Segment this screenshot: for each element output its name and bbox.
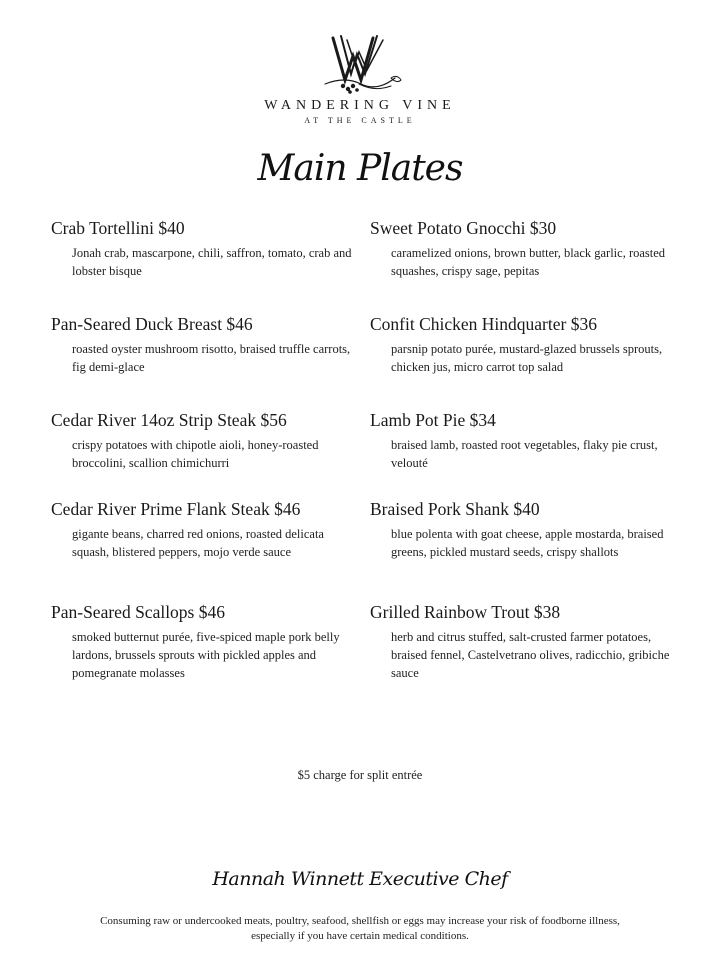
menu-item-name: Grilled Rainbow Trout $38 — [370, 602, 561, 622]
menu-item-name: Pan-Seared Scallops $46 — [51, 602, 225, 622]
menu-item — [51, 217, 351, 280]
menu-item-description: caramelized onions, brown butter, black garlic, roasted squashes, crispy sage, pepitas — [391, 246, 666, 278]
menu-item-name: Confit Chicken Hindquarter $36 — [370, 314, 597, 334]
menu-item-description: smoked butternut purée, five-spiced maple pork belly lardons, brussels sprouts with pickled apples and pomegranate molasses — [72, 630, 340, 680]
menu-item-description: herb and citrus stuffed, salt-crusted farmer potatoes, braised fennel, Castelvetrano olives, radicchio, gribiche sauce — [391, 630, 670, 680]
menu-item-name: Pan-Seared Duck Breast $46 — [51, 314, 253, 334]
vine-w-logo-icon — [295, 34, 425, 96]
menu-item-description: parsnip potato purée, mustard-glazed brussels sprouts, chicken jus, micro carrot top salad — [391, 342, 663, 374]
menu-item — [51, 601, 351, 682]
menu-item — [370, 313, 670, 376]
brand-name: WANDERING VINE — [264, 98, 456, 113]
food-safety-disclaimer — [60, 914, 660, 944]
menu-item — [370, 601, 670, 682]
menu-item-name: Braised Pork Shank $40 — [370, 499, 540, 519]
menu-item-description: roasted oyster mushroom risotto, braised truffle carrots, fig demi-glace — [72, 342, 351, 374]
disclaimer-line: especially if you have certain medical conditions. — [251, 930, 469, 942]
menu-item-description: gigante beans, charred red onions, roasted delicata squash, blistered peppers, mojo verde sauce — [72, 527, 324, 559]
menu-item-name: Sweet Potato Gnocchi $30 — [370, 218, 557, 238]
split-charge-note: $5 charge for split entrée — [297, 768, 423, 782]
menu-item-name: Crab Tortellini $40 — [51, 218, 185, 238]
menu-item — [370, 217, 670, 280]
menu-item-description: Jonah crab, mascarpone, chili, saffron, tomato, crab and lobster bisque — [72, 246, 352, 278]
menu-item-description: blue polenta with goat cheese, apple mostarda, braised greens, pickled mustard seeds, crispy shallots — [391, 527, 664, 559]
menu-item — [51, 313, 351, 376]
disclaimer-line: Consuming raw or undercooked meats, poultry, seafood, shellfish or eggs may increase your risk of foodborne illness, — [100, 915, 620, 927]
brand-subtitle: AT THE CASTLE — [304, 116, 416, 125]
menu-item-name: Lamb Pot Pie $34 — [370, 410, 496, 430]
menu-item-name: Cedar River Prime Flank Steak $46 — [51, 499, 301, 519]
menu-item-description: braised lamb, roasted root vegetables, flaky pie crust, velouté — [391, 438, 658, 470]
menu-item — [51, 498, 351, 561]
chef-signature: Hannah Winnett Executive Chef — [212, 868, 508, 890]
menu-item-name: Cedar River 14oz Strip Steak $56 — [51, 410, 287, 430]
menu-item-description: crispy potatoes with chipotle aioli, honey-roasted broccolini, scallion chimichurri — [72, 438, 319, 470]
menu-item — [370, 498, 670, 561]
page-title: Main Plates — [257, 148, 463, 189]
menu-item — [51, 409, 351, 472]
menu-item — [370, 409, 670, 472]
brand-logo — [0, 34, 720, 125]
